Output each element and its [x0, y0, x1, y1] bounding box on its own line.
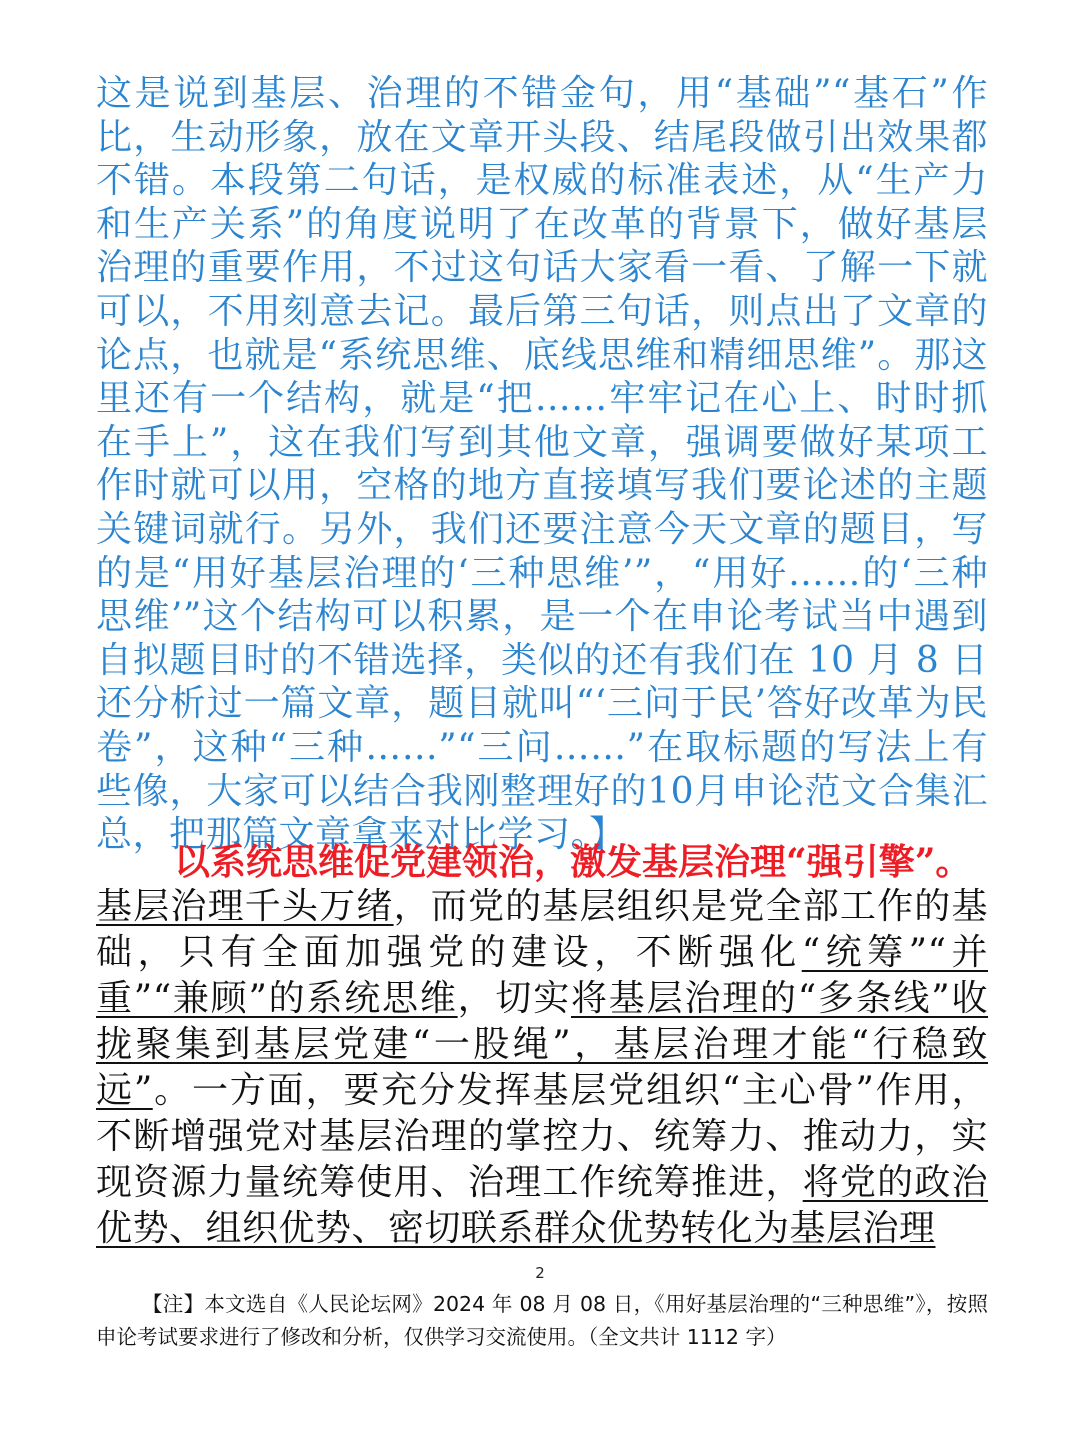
underlined-phrase: 基层治理千头万绪 [96, 886, 394, 927]
body-paragraph [96, 884, 988, 1252]
underlined-phrase: 将基层治理的“多条线”收拢聚集到基层党建“一股绳”，基层治理才能“行稳致远” [96, 978, 988, 1111]
body-text-segment: ，而党的基层组织是党全部工作的基础，只有全面加强党的建设，不断强化 [96, 886, 988, 973]
body-text-segment: ，切实 [457, 978, 571, 1019]
source-note: 【注】本文选自《人民论坛网》2024 年 08 月 08 日，《用好基层治理的“三种思维”》，按照申论考试要求进行了修改和分析，仅供学习交流使用。（全文共计 1112 字） [96, 1292, 988, 1349]
section-heading: 以系统思维促党建领治，激发基层治理“强引擎”。 [174, 841, 972, 883]
underlined-phrase: 将党的政治优势、组织优势、密切联系群众优势转化为基层治理 [96, 1162, 988, 1249]
page-number: 2 [535, 1264, 545, 1282]
body-text-segment: 。一方面，要充分发挥基层党组织“主心骨”作用，不断增强党对基层治理的掌控力、统筹力、推动力，实现资源力量统筹使用、治理工作统筹推进， [96, 1070, 988, 1203]
analysis-annotation: 这是说到基层、治理的不错金句，用“基础”“基石”作比，生动形象，放在文章开头段、结尾段做引出效果都不错。本段第二句话，是权威的标准表述，从“生产力和生产关系”的角度说明了在改革的背景下，做好基层治理的重要作用，不过这句话大家看一看、了解一下就可以，不用刻意去记。最后第三句话，则点出了文章的论点，也就是“系统思维、底线思维和精细思维”。那这里还有一个结构，就是“把……牢牢记在心上、时时抓在手上”，这在我们写到其他文章，强调要做好某项工作时就可以用，空格的地方直接填写我们要论述的主题关键词就行。另外，我们还要注意今天文章的题目，写的是“用好基层治理的‘三种思维’”，“用好……的‘三种思维’”这个结构可以积累，是一个在申论考试当中遇到自拟题目时的不错选择，类似的还有我们在 10 月 8 日还分析过一篇文章，题目就叫“‘三问于民’答好改革为民卷”，这种“三种……”“三问……”在取标题的写法上有些像，大家可以结合我刚整理好的10月申论范文合集汇总，把那篇文章拿来对比学习。】 [96, 73, 988, 856]
underlined-phrase: “统筹”“并重”“兼顾”的系统思维 [96, 932, 988, 1019]
